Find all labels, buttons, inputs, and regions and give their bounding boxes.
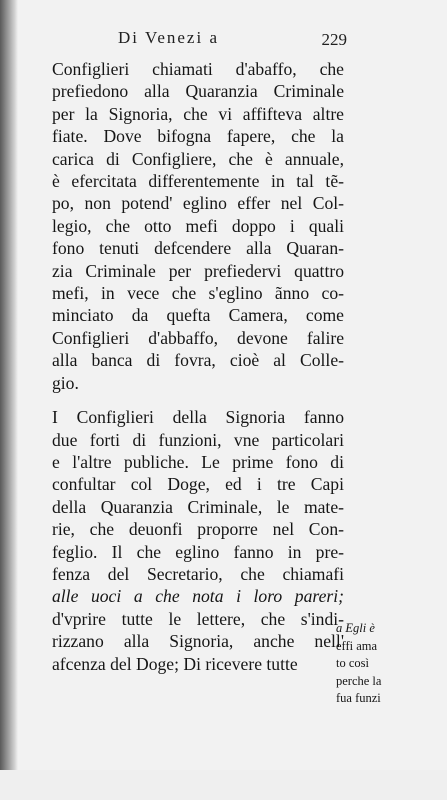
text-line: fenza del Secretario, che chiamafi (52, 563, 344, 584)
text-line: feglio. Il che eglino fanno in pre- (52, 541, 344, 562)
text-line: po, non potend' eglino effer nel Col- (52, 193, 344, 214)
margin-note-line: a Egli è (336, 621, 375, 635)
text-line: mefi, in vece che s'eglino ãnno co- (52, 283, 344, 304)
text-line: afcenza del Doge; Di ricevere tutte (52, 653, 298, 674)
page-gutter-shadow (0, 0, 18, 800)
text-line: per la Signoria, che vi affifteva altre (52, 103, 344, 124)
text-line: alle uoci a che nota i loro pareri; (52, 586, 344, 607)
text-line: della Quaranzia Criminale, le mate- (52, 496, 344, 517)
paragraph-1 (52, 58, 344, 394)
text-line: gio. (52, 372, 79, 393)
text-line: I Configlieri della Signoria fanno (52, 407, 344, 428)
text-line: fiate. Dove bifogna fapere, che la (52, 126, 344, 147)
text-line: Configlieri d'abbaffo, devone falire (52, 327, 344, 348)
page-bottom-margin (0, 770, 447, 800)
text-line: due forti di funzioni, vne particolari (52, 429, 344, 450)
text-line: fono tenuti defcendere alla Quaran- (52, 238, 344, 259)
text-line: alla banca di fovra, cioè al Colle- (52, 350, 344, 371)
text-line: Configlieri chiamati d'abaffo, che (52, 59, 344, 79)
text-line: zia Criminale per prefiedervi quattro (52, 260, 344, 281)
running-title: Di Venezi a (118, 28, 219, 47)
text-line: legio, che otto mefi doppo i quali (52, 215, 344, 236)
text-line: minciato da quefta Camera, come (52, 305, 344, 326)
page-number: 229 (321, 30, 347, 49)
text-line: rizzano alla Signoria, anche nell' (52, 631, 344, 652)
text-line: prefiedono alla Quaranzia Criminale (52, 81, 344, 102)
page-body-text (52, 58, 344, 675)
margin-note-line: effi ama (336, 638, 378, 653)
margin-note-line: perche la (336, 673, 382, 688)
margin-note-line: to così (336, 656, 369, 670)
margin-note-line: fua funzi (336, 691, 381, 705)
text-line: carica di Configliere, che è annuale, (52, 148, 344, 169)
text-line: e l'altre publiche. Le prime fono di (52, 451, 344, 472)
text-line: rie, che deuonfi proporre nel Con- (52, 519, 344, 540)
paragraph-2 (52, 406, 344, 675)
text-line: confultar col Doge, ed i tre Capi (52, 474, 344, 495)
margin-note (336, 620, 416, 708)
text-line: d'vprire tutte le lettere, che s'indi- (52, 608, 344, 629)
text-line: è efercitata differentemente in tal tẽ- (52, 171, 344, 192)
